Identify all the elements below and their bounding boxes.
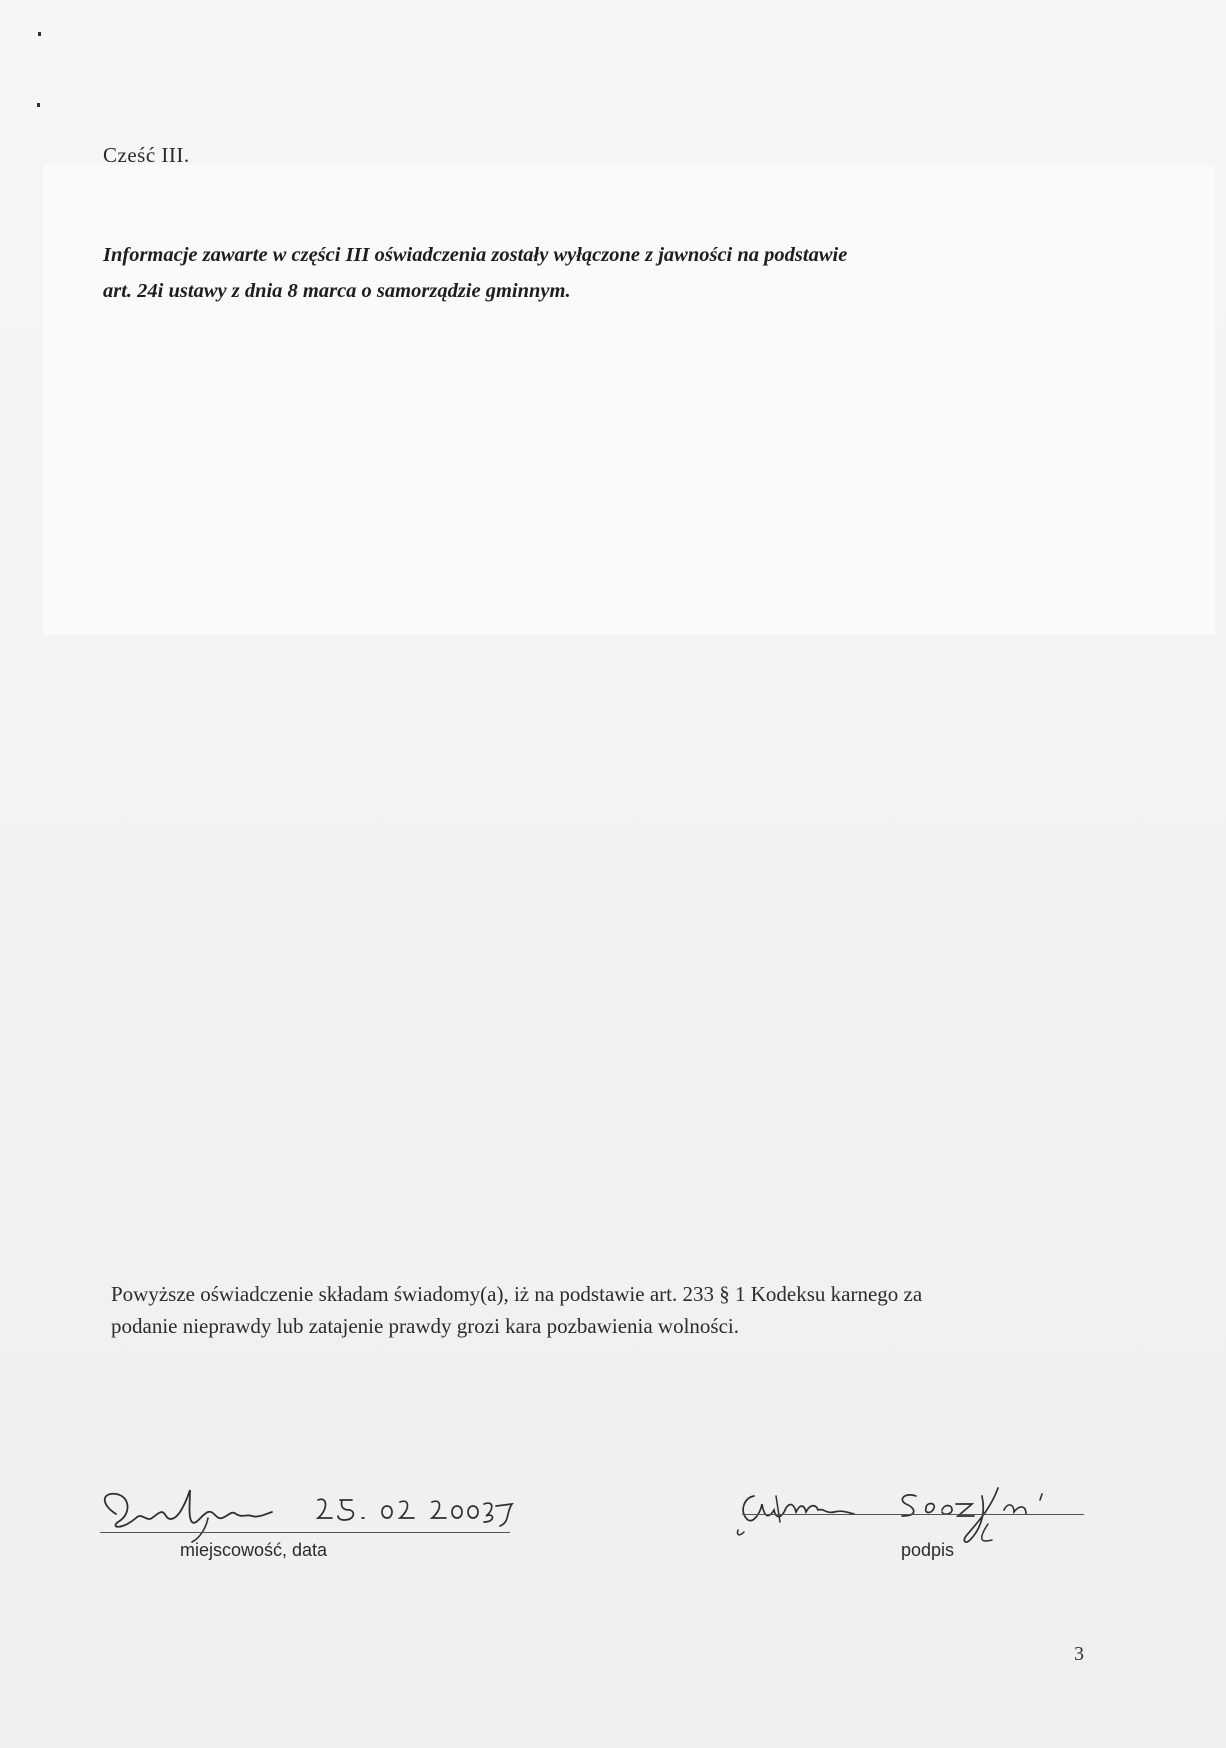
redacted-area [43,165,1215,635]
redaction-notice [103,237,1123,309]
place-date-line [100,1532,510,1533]
signature-line [742,1514,1084,1515]
declaration-statement-line-1: Powyższe oświadczenie składam świadomy(a), iż na podstawie art. 233 § 1 Kodeksu karnego za [111,1282,923,1306]
scan-mark-lower [37,103,40,107]
redaction-notice-line-2: art. 24i ustawy z dnia 8 marca o samorządzie gminnym. [103,280,571,302]
page-number: 3 [1074,1643,1084,1665]
declaration-statement [111,1278,1111,1342]
signature-label: podpis [901,1540,955,1560]
section-title: Cześć III. [103,143,190,167]
declaration-statement-line-2: podanie nieprawdy lub zatajenie prawdy grozi kara pozbawienia wolności. [111,1314,740,1338]
handwritten-place-date [96,1488,536,1544]
redaction-notice-line-1: Informacje zawarte w części III oświadczenia zostały wyłączone z jawności na podstawie [103,244,848,266]
place-date-label: miejscowość, data [180,1540,328,1560]
scan-mark-top [38,32,41,36]
